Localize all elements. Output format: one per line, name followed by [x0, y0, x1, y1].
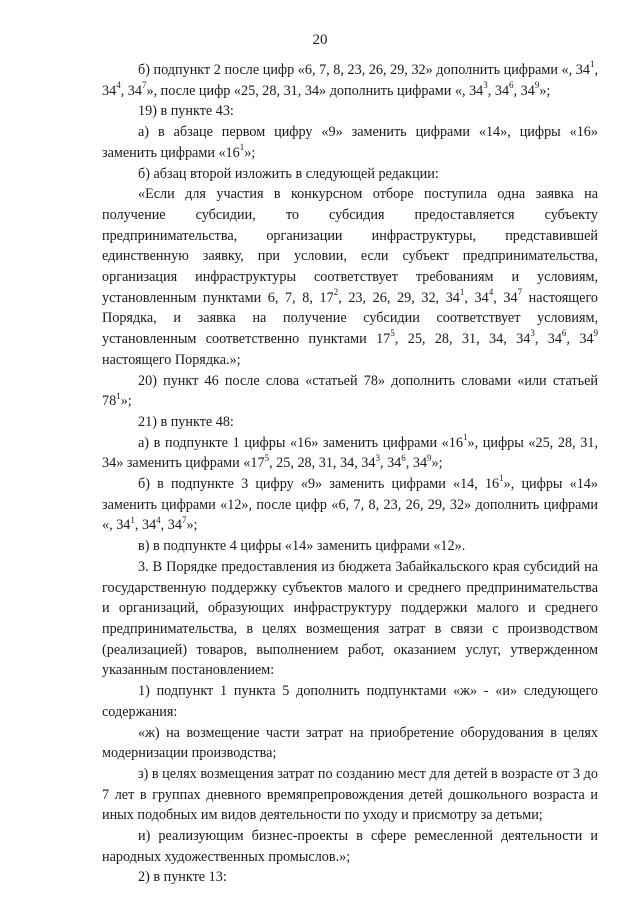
- paragraph: 1) подпункт 1 пункта 5 дополнить подпунктами «ж» - «и» следующего содержания:: [102, 683, 598, 720]
- paragraph: б) абзац второй изложить в следующей редакции:: [138, 165, 439, 182]
- paragraph: и) реализующим бизнес-проекты в сфере ремесленной деятельности и народных художественных промыслов.»;: [102, 828, 598, 865]
- paragraph: з) в целях возмещения затрат по созданию мест для детей в возрасте от 3 до 7 лет в группах дневного времяпрепровождения детей дошкольного возраста и иных подобных им видов деятельности по уходу и присмотру за детьми;: [102, 765, 598, 824]
- paragraph: а) в абзаце первом цифру «9» заменить цифрами «14», цифры «16» заменить цифрами «$16^1$»;: [102, 124, 598, 161]
- paragraph: 3. В Порядке предоставления из бюджета Забайкальского края субсидий на государственную поддержку субъектов малого и среднего предпринимательства и организаций, образующих инфраструктуру поддержки малого и среднего предпринимательства, в целях возмещения затрат в связи с производством (реализацией) товаров, выполнением работ, оказанием услуг, утвержденном указанным постановлением:: [102, 558, 598, 679]
- quoted-paragraph: «Если для участия в конкурсном отборе поступила одна заявка на получение субсидии, то субсидия предоставляется субъекту предпринимательства, организации инфраструктуры, представившей единственную заявку, при условии, если субъект предпринимательства, организация инфраструктуры соответствует требованиям и условиям, установленным пунктами 6, 7, 8, $17^2$, 23, 26, 29, 32, $34^1$, $34^4$, $34^7$ настоящего Порядка, и заявка на получение субсидии соответствует условиям, установленным соответственно пунктами $17^5$, 25, 28, 31, 34, $34^3$, $34^6$, $34^9$ настоящего Порядка.»;: [102, 186, 599, 368]
- paragraph: б) подпункт 2 после цифр «6, 7, 8, 23, 26, 29, 32» дополнить цифрами «, $34^1$, $34^4$, $34^7$», после цифр «25, 28, 31, 34» дополнить цифрами «, $34^3$, $34^6$, $34^9$»;: [102, 59, 598, 99]
- paragraph: в) в подпункте 4 цифры «14» заменить цифрами «12».: [138, 538, 466, 555]
- document-body: [102, 60, 598, 888]
- paragraph: а) в подпункте 1 цифры «16» заменить цифрами «$16^1$», цифры «25, 28, 31, 34» заменить цифрами «$17^5$, 25, 28, 31, 34, $34^3$, $34^6$, $34^9$»;: [102, 431, 598, 472]
- paragraph: «ж) на возмещение части затрат на приобретение оборудования в целях модернизации производства;: [102, 724, 598, 762]
- paragraph: 2) в пункте 13:: [138, 869, 227, 886]
- paragraph: 21) в пункте 48:: [138, 413, 234, 430]
- paragraph: б) в подпункте 3 цифру «9» заменить цифрами «14, $16^1$», цифры «14» заменить цифрами «12», после цифр «6, 7, 8, 23, 26, 29, 32» дополнить цифрами «, $34^1$, $34^4$, $34^7$»;: [102, 473, 598, 534]
- paragraph: 20) пункт 46 после слова «статьей 78» дополнить словами «или статьей $78^1$»;: [102, 372, 598, 410]
- page-number: 20: [312, 32, 328, 48]
- paragraph: 19) в пункте 43:: [138, 103, 234, 120]
